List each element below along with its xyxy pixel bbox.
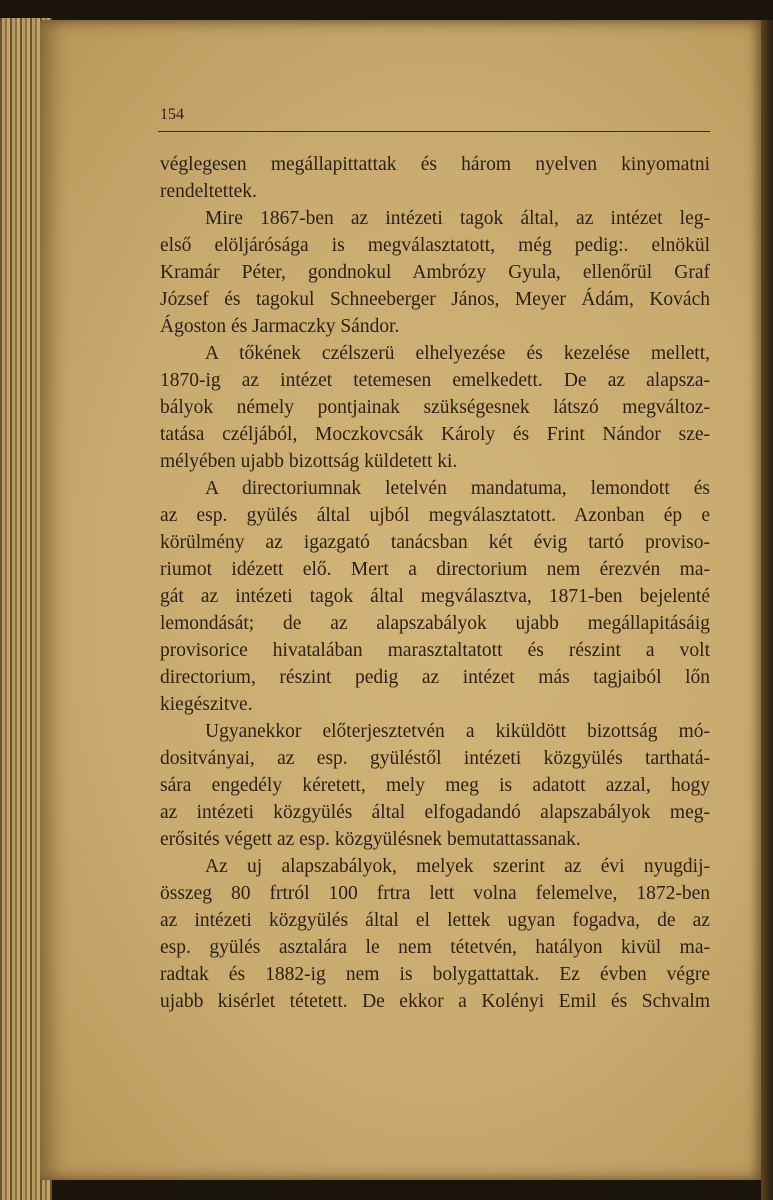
text-line: dositványai, az esp. gyüléstől intézeti közgyülés tarthatá- [160, 748, 710, 769]
text-line: Mire 1867-ben az intézeti tagok által, az intézet leg- [205, 208, 710, 229]
text-line: radtak és 1882-ig nem is bolygattattak. Ez évben végre [160, 964, 710, 985]
paragraph [160, 340, 710, 475]
text-line: A directoriumnak letelvén mandatuma, lemondott és [205, 478, 710, 499]
text-line: provisorice hivatalában marasztaltatott és részint a volt [160, 640, 710, 661]
paragraph [160, 151, 710, 205]
text-line: sára engedély kéretett, mely meg is adatott azzal, hogy [160, 775, 710, 796]
text-line: körülmény az igazgató tanácsban két évig tartó proviso- [160, 532, 710, 553]
text-line: az esp. gyülés által ujból megválasztatott. Azonban ép e [160, 505, 710, 526]
text-line: bályok némely pontjainak szükségesnek látszó megváltoz- [160, 397, 710, 418]
text-line: véglegesen megállapittattak és három nyelven kinyomatni [160, 154, 710, 175]
text-line: riumot idézett elő. Mert a directorium nem érezvén ma- [160, 559, 710, 580]
text-line: kiegészitve. [160, 694, 253, 715]
paragraph [160, 718, 710, 853]
text-line: lemondását; de az alapszabályok ujabb megállapitásáig [160, 613, 710, 634]
paragraph [160, 205, 710, 340]
text-line: Kramár Péter, gondnokul Ambrózy Gyula, ellenőrül Graf [160, 262, 710, 283]
text-line: A tőkének czélszerü elhelyezése és kezelése mellett, [205, 343, 710, 364]
header-rule [158, 131, 710, 132]
text-line: gát az intézeti tagok által megválasztva, 1871-ben bejelenté [160, 586, 710, 607]
text-line: mélyében ujabb bizottság küldetett ki. [160, 451, 458, 472]
text-line: rendeltettek. [160, 181, 257, 202]
text-line: directorium, részint pedig az intézet más tagjaiból lőn [160, 667, 710, 688]
paragraph [160, 853, 710, 1015]
text-line: Ugyanekkor előterjesztetvén a kiküldött bizottság mó- [205, 721, 710, 742]
text-line: összeg 80 frtról 100 frtra lett volna felemelve, 1872-ben [160, 883, 710, 904]
text-line: 1870-ig az intézet tetemesen emelkedett. De az alapsza- [160, 370, 710, 391]
text-line: erősités végett az esp. közgyülésnek bemutattassanak. [160, 829, 581, 850]
text-line: Ágoston és Jarmaczky Sándor. [160, 316, 400, 337]
text-line: esp. gyülés asztalára le nem tétetvén, hatályon kivül ma- [160, 937, 710, 958]
body-text [160, 151, 710, 1015]
text-line: első elöljárósága is megválasztatott, még pedig:. elnökül [160, 235, 710, 256]
text-line: Az uj alapszabályok, melyek szerint az évi nyugdij- [205, 856, 710, 877]
text-line: az intézeti közgyülés által elfogadandó alapszabályok meg- [160, 802, 710, 823]
binding-edge [761, 20, 773, 1200]
text-line: József és tagokul Schneeberger János, Meyer Ádám, Kovách [160, 289, 710, 310]
page-number: 154 [160, 106, 184, 123]
paragraph [160, 475, 710, 718]
text-line: tatása czéljából, Moczkovcsák Károly és Frint Nándor sze- [160, 424, 710, 445]
text-line: az intézeti közgyülés által el lettek ugyan fogadva, de az [160, 910, 710, 931]
text-line: ujabb kisérlet tétetett. De ekkor a Kolényi Emil és Schvalm [160, 991, 710, 1012]
